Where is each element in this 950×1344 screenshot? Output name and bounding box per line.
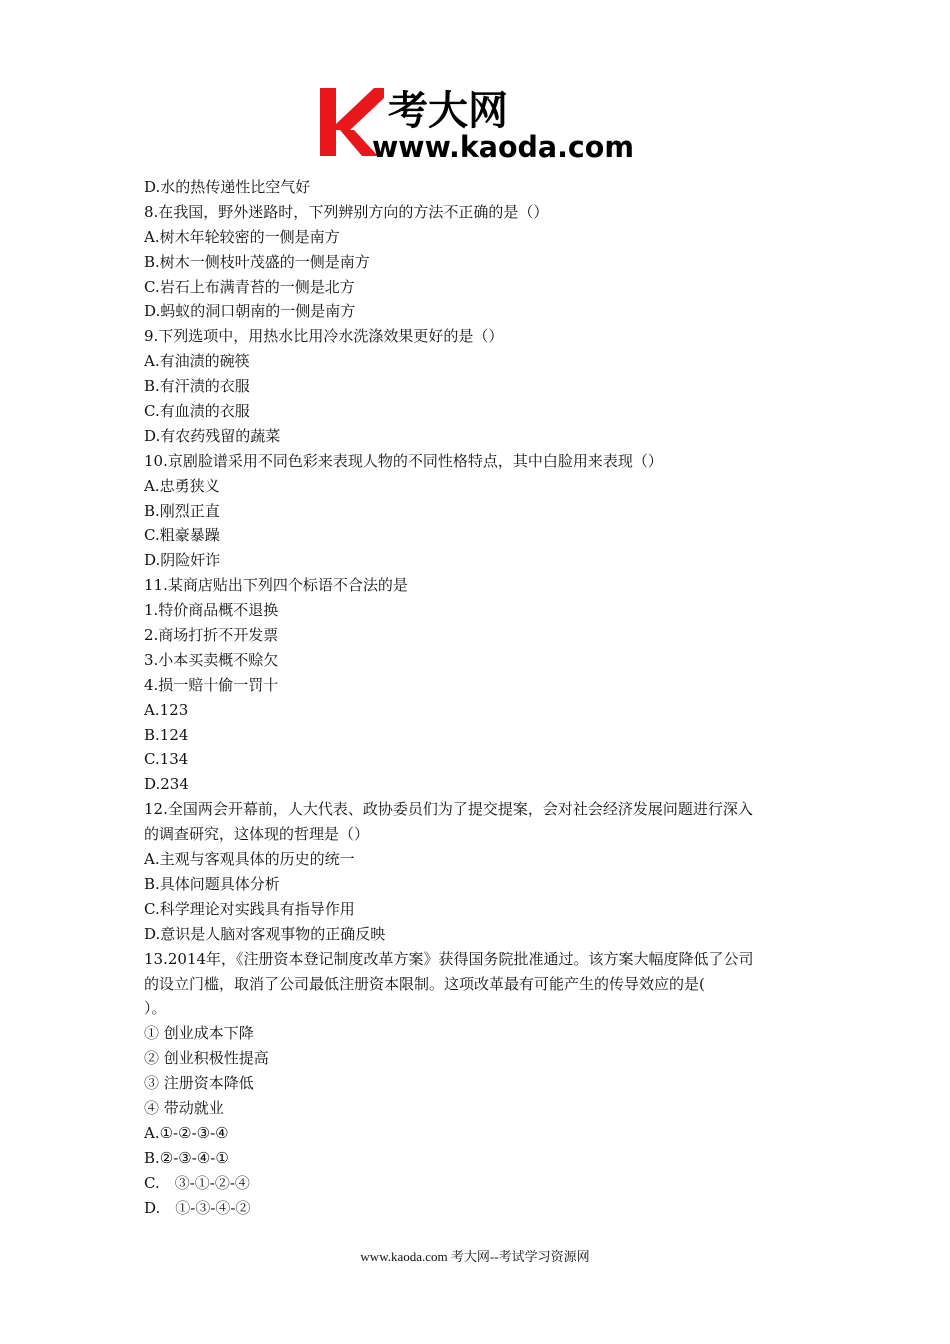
text-line: ② 创业积极性提高 xyxy=(144,1049,269,1068)
logo-url-text: www.kaoda.com xyxy=(372,130,634,162)
text-line: 11.某商店贴出下列四个标语不合法的是 xyxy=(144,576,408,595)
text-line: B.124 xyxy=(144,725,189,744)
text-line: B.树木一侧枝叶茂盛的一侧是南方 xyxy=(144,252,370,271)
text-line: D.阴险奸诈 xyxy=(144,551,221,570)
text-line: 1.特价商品概不退换 xyxy=(144,601,279,620)
text-line: A.①-②-③-④ xyxy=(144,1123,229,1142)
text-line: 的调查研究，这体现的哲理是（） xyxy=(144,825,370,844)
text-line: C.粗豪暴躁 xyxy=(144,526,220,545)
text-line: D.水的热传递性比空气好 xyxy=(144,178,311,196)
text-line: A.有油渍的碗筷 xyxy=(144,352,250,371)
text-line: C. ③-①-②-④ xyxy=(144,1173,250,1192)
document-body xyxy=(144,175,824,1220)
text-line: 9.下列选项中，用热水比用冷水洗涤效果更好的是（） xyxy=(144,327,504,346)
text-line: 4.损一赔十偷一罚十 xyxy=(144,675,279,694)
text-line: 3.小本买卖概不赊欠 xyxy=(144,650,279,669)
text-line: D.蚂蚁的洞口朝南的一侧是南方 xyxy=(144,302,356,321)
text-line: C.岩石上布满青苔的一侧是北方 xyxy=(144,277,355,296)
text-line: 2.商场打折不开发票 xyxy=(144,626,279,645)
text-line: B.具体问题具体分析 xyxy=(144,874,280,893)
kaoda-logo xyxy=(318,84,638,162)
text-line: D.234 xyxy=(144,775,189,794)
text-line: ④ 带动就业 xyxy=(144,1098,224,1117)
text-line: B.有汗渍的衣服 xyxy=(144,377,250,396)
text-line: B.刚烈正直 xyxy=(144,501,220,520)
text-line: D.意识是人脑对客观事物的正确反映 xyxy=(144,924,386,943)
text-line: 12.全国两会开幕前，人大代表、政协委员们为了提交提案，会对社会经济发展问题进行深入 xyxy=(144,800,753,819)
text-line: D.有农药残留的蔬菜 xyxy=(144,426,281,445)
text-line: A.树木年轮较密的一侧是南方 xyxy=(144,227,340,246)
logo-cn-text: 考大网 xyxy=(388,88,508,134)
text-line: ）。 xyxy=(144,999,167,1018)
text-line: ① 创业成本下降 xyxy=(144,1024,254,1043)
text-line: B.②-③-④-① xyxy=(144,1148,229,1167)
footer-text: www.kaoda.com 考大网--考试学习资源网 xyxy=(360,1249,590,1264)
text-line: 13.2014年，《注册资本登记制度改革方案》获得国务院批准通过。该方案大幅度降低了公司 xyxy=(144,949,754,968)
text-line: C.134 xyxy=(144,750,189,769)
text-line: 10.京剧脸谱采用不同色彩来表现人物的不同性格特点，其中白脸用来表现（） xyxy=(144,451,663,470)
text-line: A.主观与客观具体的历史的统一 xyxy=(144,850,355,869)
text-line: ③ 注册资本降低 xyxy=(144,1074,254,1093)
text-line: A.123 xyxy=(144,700,189,719)
text-line: 的设立门槛，取消了公司最低注册资本限制。这项改革最有可能产生的传导效应的是( xyxy=(144,974,705,993)
text-line: D. ①-③-④-② xyxy=(144,1198,251,1217)
text-line: C.有血渍的衣服 xyxy=(144,402,250,421)
text-line: A.忠勇狭义 xyxy=(144,476,220,495)
text-line: 8.在我国，野外迷路时，下列辨别方向的方法不正确的是（） xyxy=(144,202,549,221)
text-line: C.科学理论对实践具有指导作用 xyxy=(144,899,355,918)
